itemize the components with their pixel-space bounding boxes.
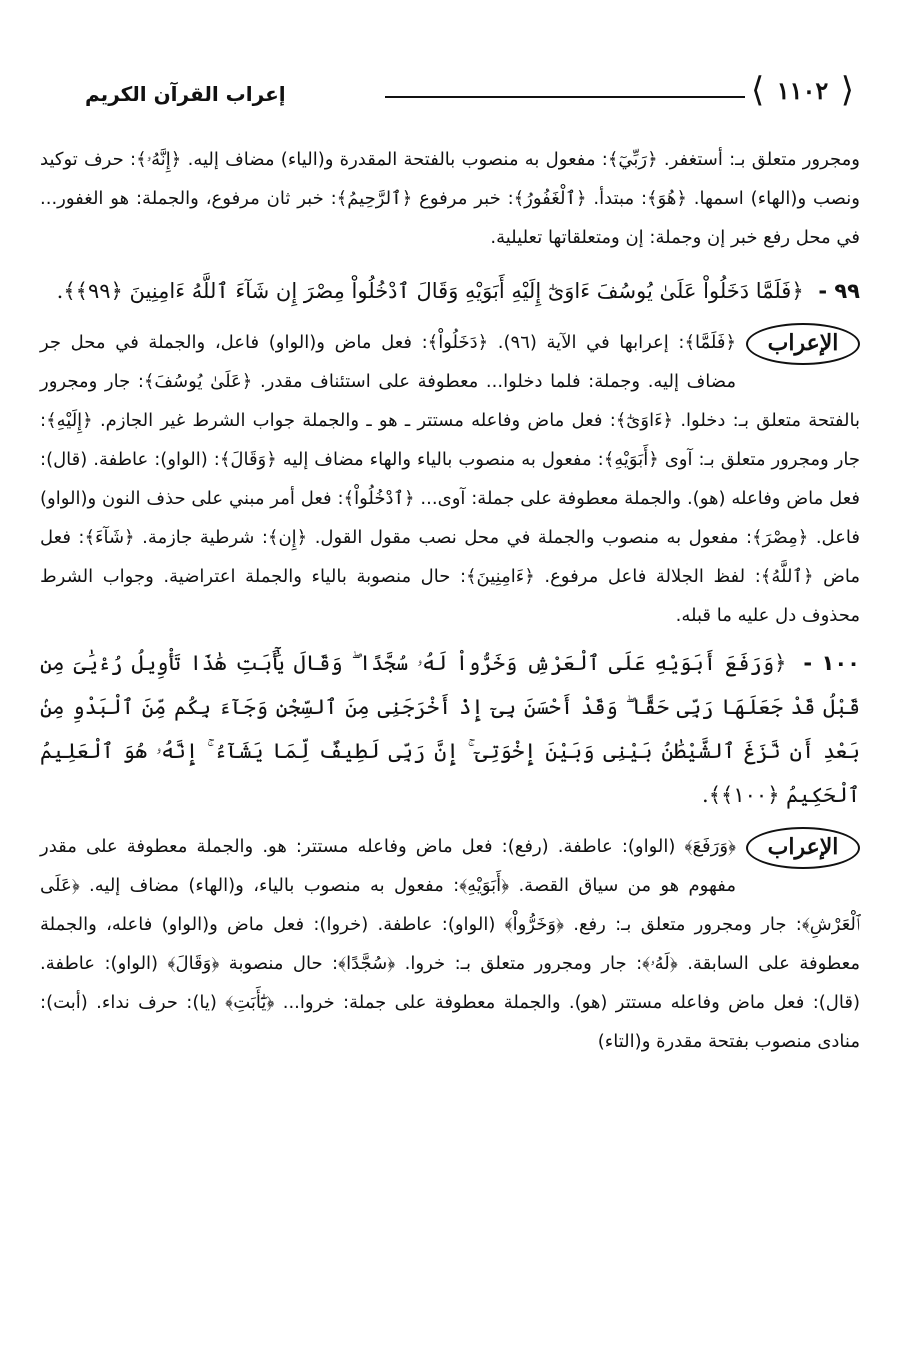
verse-99 [40,269,860,313]
page-header [70,62,850,122]
irab-section-100 [40,827,860,1061]
page-content [40,140,860,1061]
verse-text-100: ﴿وَرَفَعَ أَبَوَيْهِ عَلَى ٱلْعَرْشِ وَخَرُّواْ لَهُۥ سُجَّدًا ۖ وَقَالَ يَٰٓأَبَتِ هَٰذَا تَأْوِيلُ رُءْيَٰىَ مِن قَبْلُ قَدْ جَعَلَهَا رَبِّى حَقًّا ۖ وَقَدْ أَحْسَنَ بِىٓ إِذْ أَخْرَجَنِى مِنَ ٱلسِّجْنِ وَجَآءَ بِكُم مِّنَ ٱلْبَدْوِ مِنۢ بَعْدِ أَن نَّزَغَ ٱلشَّيْطَٰنُ بَيْنِى وَبَيْنَ إِخْوَتِىٓ ۚ إِنَّ رَبِّى لَطِيفٌ لِّمَا يَشَآءُ ۚ إِنَّهُۥ هُوَ ٱلْعَلِيمُ ٱلْحَكِيمُ ﴿١٠٠﴾﴾. [40,651,860,807]
verse-100 [40,641,860,817]
verse-number-100: ١٠٠ - [803,651,860,675]
irab-badge: الإعراب [746,827,860,869]
irab-badge: الإعراب [746,323,860,365]
page-number: ⟨ ١١٠٢ ⟩ [755,72,850,110]
verse-text-99: ﴿فَلَمَّا دَخَلُواْ عَلَىٰ يُوسُفَ ءَاوَىٰٓ إِلَيْهِ أَبَوَيْهِ وَقَالَ ٱدْخُلُواْ مِصْرَ إِن شَآءَ ٱللَّهُ ءَامِنِينَ ﴿٩٩﴾﴾. [56,279,804,303]
irab-text-99: ﴿فَلَمَّا﴾: إعرابها في الآية (٩٦). ﴿دَخَلُواْ﴾: فعل ماض و(الواو) فاعل، والجملة في محل جر مضاف إليه. وجملة: فلما دخلوا... معطوفة على استئناف مقدر. ﴿عَلَىٰ يُوسُفَ﴾: جار ومجرور بالفتحة متعلق بـ: دخلوا. ﴿ءَاوَىٰٓ﴾: فعل ماض وفاعله مستتر ـ هو ـ والجملة جواب الشرط غير الجازم. ﴿إِلَيْهِ﴾: جار ومجرور متعلق بـ: آوى ﴿أَبَوَيْهِ﴾: مفعول به منصوب بالياء والهاء مضاف إليه ﴿وَقَالَ﴾: (الواو): عاطفة. (قال): فعل ماض وفاعله (هو). والجملة معطوفة على جملة: آوى... ﴿ٱدْخُلُواْ﴾: فعل أمر مبني على حذف النون و(الواو) فاعل. ﴿مِصْرَ﴾: مفعول به منصوب والجملة في محل نصب مقول القول. ﴿إِن﴾: شرطية جازمة. ﴿شَآءَ﴾: فعل ماض ﴿ٱللَّهُ﴾: لفظ الجلالة فاعل مرفوع. ﴿ءَامِنِينَ﴾: حال منصوبة بالياء والجملة اعتراضية. وجواب الشرط محذوف دل عليه ما قبله. [40,332,860,626]
irab-text-100: ﴿وَرَفَعَ﴾ (الواو): عاطفة. (رفع): فعل ماض وفاعله مستتر: هو. والجملة معطوفة على مقدر مفهوم هو من سياق القصة. ﴿أَبَوَيْهِ﴾: مفعول به منصوب بالياء، و(الهاء) مضاف إليه. ﴿عَلَى ٱلْعَرْشِ﴾: جار ومجرور متعلق بـ: رفع. ﴿وَخَرُّواْ﴾ (الواو): عاطفة. (خروا): فعل ماض و(الواو) فاعله، والجملة معطوفة على السابقة. ﴿لَهُۥ﴾: جار ومجرور متعلق بـ: خروا. ﴿سُجَّدًا﴾: حال منصوبة ﴿وَقَالَ﴾ (الواو): عاطفة. (قال): فعل ماض وفاعله مستتر (هو). والجملة معطوفة على جملة: خروا... ﴿يَٰٓأَبَتِ﴾ (يا): حرف نداء. (أبت): منادى منصوب بفتحة مقدرة و(التاء) [40,836,860,1052]
header-rule [385,96,745,98]
intro-paragraph: ومجرور متعلق بـ: أستغفر. ﴿رَبِّيٓ﴾: مفعول به منصوب بالفتحة المقدرة و(الياء) مضاف إليه. ﴿إِنَّهُۥ﴾: حرف توكيد ونصب و(الهاء) اسمها. ﴿هُوَ﴾: مبتدأ. ﴿ٱلْغَفُورُ﴾: خبر مرفوع ﴿ٱلرَّحِيمُ﴾: خبر ثان مرفوع، والجملة: هو الغفور... في محل رفع خبر إن وجملة: إن ومتعلقاتها تعليلية. [40,149,860,248]
book-title: إعراب القرآن الكريم [85,82,286,106]
irab-section-99 [40,323,860,635]
verse-number-99: ٩٩ - [818,279,860,303]
